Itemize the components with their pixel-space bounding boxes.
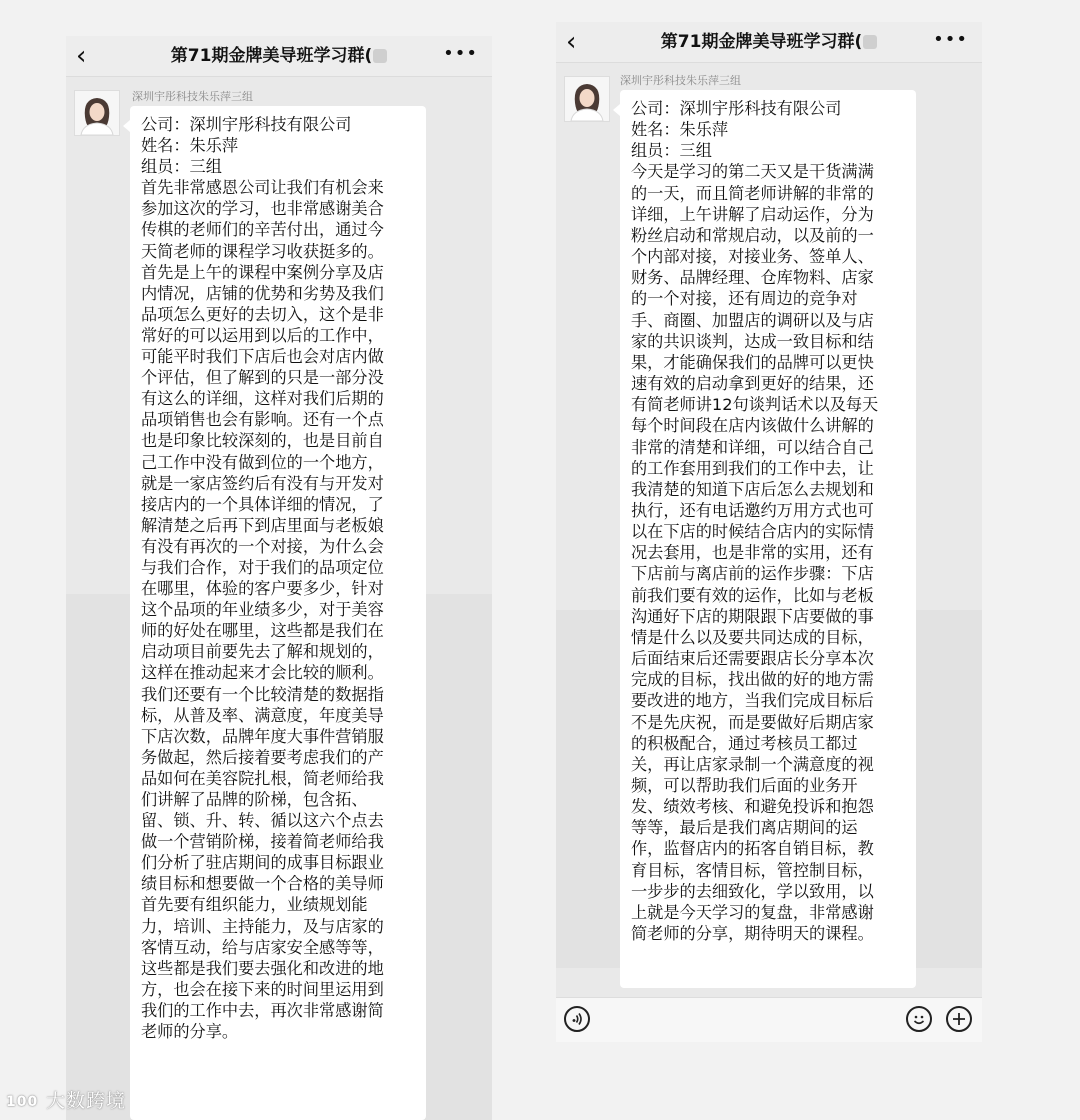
message-line: 的一个对接，还有周边的竞争对 [631, 289, 858, 309]
message-line: 启动项目前要先去了解和规划的， [141, 642, 384, 662]
message-line: 天简老师的课程学习收获挺多的。 [141, 241, 384, 261]
message-line: 客情互动，给与店家安全感等等， [141, 937, 384, 957]
message-line: 标，从普及率、满意度，年度美导 [141, 705, 384, 725]
message-line: 的一天，而且简老师讲解的非常的 [631, 183, 874, 203]
message-line: 详细，上午讲解了启动运作，分为 [631, 204, 874, 224]
message-line: 姓名：朱乐萍 [631, 120, 729, 140]
message-bubble[interactable] [130, 106, 426, 1120]
chat-title: 第71期金牌美导班学习群( [170, 46, 373, 66]
message-line: 首先要有组织能力，业绩规划能 [141, 895, 368, 915]
message-line: 首先非常感恩公司让我们有机会来 [141, 178, 384, 198]
message-line: 这个品项的年业绩多少，对于美容 [141, 600, 384, 620]
message-line: 以在下店的时候结合店内的实际情 [631, 522, 874, 542]
message-line: 接店内的一个具体详细的情况，了 [141, 494, 384, 514]
message-line: 频，可以帮助我们后面的业务开 [631, 776, 858, 795]
message-line: 完成的目标，找出做的好的地方需 [631, 670, 874, 690]
message-line: 我们的工作中去，再次非常感谢简 [141, 1000, 384, 1020]
message-line: 品如何在美容院扎根，简老师给我 [141, 768, 384, 788]
message-line: 首先是上午的课程中案例分享及店 [141, 262, 384, 282]
message-line: 关，再让店家录制一个满意度的视 [631, 754, 874, 774]
chat-input-bar [556, 997, 982, 1042]
blurred-member-count [373, 49, 387, 63]
message-line: 内情况，店铺的优势和劣势及我们 [141, 283, 384, 303]
avatar[interactable] [564, 76, 610, 122]
message-line: 一步步的去细致化，学以致用，以 [631, 881, 874, 901]
message-line: 解清楚之后再下到店里面与老板娘 [141, 515, 384, 535]
message-line: 品项怎么更好的去切入，这个是非 [141, 304, 384, 324]
message-line: 育目标，客情目标，管控制目标， [631, 860, 874, 880]
message-line: 品项销售也会有影响。还有一个点 [141, 410, 384, 430]
message-line: 公司：深圳宇彤科技有限公司 [141, 115, 352, 134]
message-line: 做一个营销阶梯，接着简老师给我 [141, 832, 384, 852]
message-line: 后面结束后还需要跟店长分享本次 [631, 649, 874, 669]
message-line: 姓名：朱乐萍 [141, 136, 239, 156]
chevron-left-icon[interactable]: ‹ [76, 41, 87, 71]
message-line: 师的好处在哪里，这些都是我们在 [141, 621, 384, 641]
message-line: 绩目标和想要做一个合格的美导师 [141, 874, 384, 894]
message-line: 速有效的启动拿到更好的结果，还 [631, 374, 874, 394]
message-line: 个评估，但了解到的只是一部分没 [141, 368, 384, 388]
chevron-left-icon[interactable]: ‹ [566, 27, 577, 57]
message-line: 组员：三组 [631, 141, 712, 161]
emoji-icon[interactable] [906, 1006, 932, 1032]
message-line: 留、锁、升、转、循以这六个点去 [141, 811, 384, 831]
message-line: 有这么的详细，这样对我们后期的 [141, 389, 384, 409]
left-chat-screenshot [66, 36, 492, 1120]
message-line: 家的共识谈判，达成一致目标和结 [631, 331, 874, 351]
message-line: 个内部对接，对接业务、签单人、 [631, 247, 874, 267]
message-line: 也是印象比较深刻的，也是目前自 [141, 431, 384, 451]
message-line: 执行，还有电话邀约万用方式也可 [631, 500, 874, 520]
message-line: 我们还要有一个比较清楚的数据指 [141, 684, 384, 704]
voice-icon[interactable] [564, 1006, 590, 1032]
message-line: 己工作中没有做到位的一个地方， [141, 452, 384, 472]
message-line: 方，也会在接下来的时间里运用到 [141, 979, 384, 999]
message-line: 我清楚的知道下店后怎么去规划和 [631, 479, 874, 499]
sender-name: 深圳宇彤科技朱乐萍三组 [132, 90, 253, 103]
avatar[interactable] [74, 90, 120, 136]
message-line: 下店次数，品牌年度大事件营销服 [141, 726, 384, 746]
more-options-icon[interactable]: ••• [443, 43, 478, 64]
more-options-icon[interactable]: ••• [933, 29, 968, 50]
message-line: 有没有再次的一个对接，为什么会 [141, 536, 384, 556]
blurred-member-count [863, 35, 877, 49]
message-line: 公司：深圳宇彤科技有限公司 [631, 99, 842, 118]
message-line: 组员：三组 [141, 157, 222, 177]
message-line: 这些都是我们要去强化和改进的地 [141, 958, 384, 978]
chat-title: 第71期金牌美导班学习群( [660, 32, 863, 52]
message-line: 等等，最后是我们离店期间的运 [631, 818, 858, 838]
message-line: 传棋的老师们的辛苦付出，通过今 [141, 220, 384, 240]
message-line: 沟通好下店的期限跟下店要做的事 [631, 606, 874, 626]
message-line: 与我们合作，对于我们的品项定位 [141, 557, 384, 577]
message-line: 在哪里，体验的客户要多少，针对 [141, 579, 384, 599]
message-line: 手、商圈、加盟店的调研以及与店 [631, 310, 874, 330]
sender-name: 深圳宇彤科技朱乐萍三组 [620, 74, 741, 87]
message-line: 发、绩效考核、和避免投诉和抱怨 [631, 797, 874, 817]
message-line: 况去套用，也是非常的实用，还有 [631, 543, 874, 563]
message-line: 情是什么以及要共同达成的目标， [631, 627, 874, 647]
message-line: 老师的分享。 [141, 1022, 239, 1042]
message-line: 前我们要有效的运作，比如与老板 [631, 585, 874, 605]
watermark [6, 1086, 126, 1113]
watermark-text: 大数跨境 [46, 1090, 127, 1112]
message-line: 们讲解了品牌的阶梯，包含拓、 [141, 790, 368, 809]
chat-title-bar [556, 22, 982, 63]
message-line: 力，培训、主持能力，及与店家的 [141, 916, 384, 936]
plus-icon[interactable] [946, 1006, 972, 1032]
message-line: 每个时间段在店内该做什么讲解的 [631, 416, 874, 436]
message-line: 要改进的地方，当我们完成目标后 [631, 691, 874, 711]
message-line: 果，才能确保我们的品牌可以更快 [631, 352, 874, 372]
message-line: 财务、品牌经理、仓库物料、店家 [631, 268, 874, 288]
message-line: 务做起，然后接着要考虑我们的产 [141, 747, 384, 767]
message-bubble[interactable] [620, 90, 916, 988]
message-line: 今天是学习的第二天又是干货满满 [631, 162, 874, 182]
message-line: 的工作套用到我们的工作中去，让 [631, 458, 874, 478]
message-line: 非常的清楚和详细，可以结合自己 [631, 437, 874, 457]
chat-title-bar [66, 36, 492, 77]
message-line: 常好的可以运用到以后的工作中， [141, 325, 384, 345]
message-line: 可能平时我们下店后也会对店内做 [141, 347, 384, 367]
message-line: 参加这次的学习，也非常感谢美合 [141, 199, 384, 219]
watermark-logo: 100 [6, 1093, 39, 1110]
message-line: 这样在推动起来才会比较的顺利。 [141, 663, 384, 683]
message-line: 作，监督店内的拓客自销目标，教 [631, 839, 874, 859]
message-line: 们分析了驻店期间的成事目标跟业 [141, 853, 384, 873]
message-line: 就是一家店签约后有没有与开发对 [141, 473, 384, 493]
message-line: 上就是今天学习的复盘，非常感谢 [631, 902, 874, 922]
message-line: 不是先庆祝，而是要做好后期店家 [631, 712, 874, 732]
message-line: 的积极配合，通过考核员工都过 [631, 733, 858, 753]
right-chat-screenshot [556, 22, 982, 1042]
message-line: 有简老师讲12句谈判话术以及每天 [631, 395, 879, 415]
message-line: 简老师的分享，期待明天的课程。 [631, 924, 874, 944]
message-line: 下店前与离店前的运作步骤：下店 [631, 564, 874, 584]
message-line: 粉丝启动和常规启动，以及前的一 [631, 225, 874, 245]
